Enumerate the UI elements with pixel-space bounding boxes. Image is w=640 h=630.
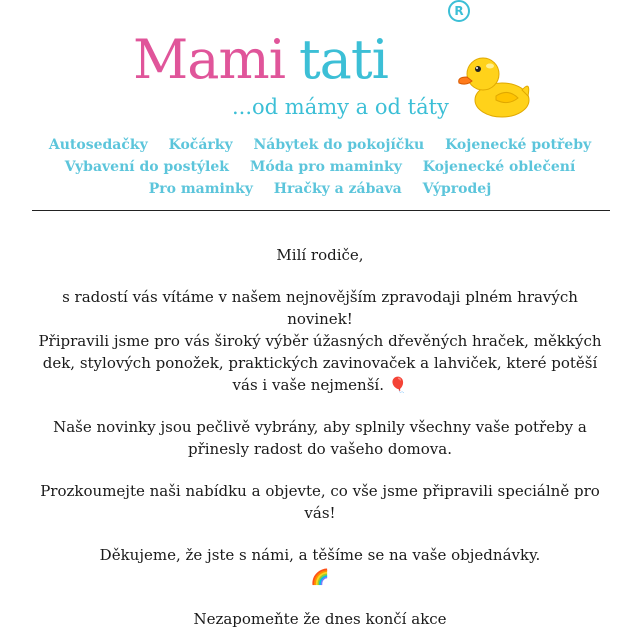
explore-paragraph: Prozkoumejte naši nabídku a objevte, co vše jsme připravili speciálně pro vás! [40, 482, 600, 522]
header [0, 0, 640, 126]
nav-link-kocarky[interactable]: Kočárky [168, 137, 233, 153]
nav-link-hracky-a-zabava[interactable]: Hračky a zábava [273, 181, 402, 197]
newsletter-body [30, 244, 610, 630]
nav-link-kojenecke-potreby[interactable]: Kojenecké potřeby [445, 137, 592, 153]
nav-row-3 [0, 178, 640, 200]
balloon-icon: 🎈 [388, 376, 408, 394]
nav-link-vybaveni-do-postylek[interactable]: Vybavení do postýlek [64, 159, 229, 175]
brand-slogan: ...od mámy a od táty [232, 95, 449, 119]
brand-logo[interactable] [133, 30, 388, 90]
registered-trademark-icon: R [448, 0, 470, 22]
header-divider [32, 210, 610, 211]
thanks-paragraph [30, 544, 610, 588]
rainbow-icon: 🌈 [310, 568, 330, 586]
nav-row-1 [0, 134, 640, 156]
nav-link-pro-maminky[interactable]: Pro maminky [148, 181, 253, 197]
brand-tati: tati [298, 28, 388, 91]
offer-text: Připravili jsme pro vás široký výběr úžasných dřevěných hraček, měkkých dek, stylových ponožek, praktických zavinovaček a lahviček, které potěší vás i vaše nejmenší. [38, 332, 602, 394]
greeting-text: Milí rodiče, [276, 246, 364, 264]
nav-link-moda-pro-maminky[interactable]: Móda pro maminky [249, 159, 402, 175]
nav-row-2 [0, 156, 640, 178]
brand-wordmark [133, 30, 388, 90]
nav-link-vyprodej[interactable]: Výprodej [422, 181, 492, 197]
nav-link-kojenecke-obleceni[interactable]: Kojenecké oblečení [422, 159, 576, 175]
rubber-duck-icon [456, 50, 532, 122]
thanks-text: Děkujeme, že jste s námi, a těšíme se na vaše objednávky. [99, 546, 541, 564]
category-navigation [0, 134, 640, 200]
selection-paragraph: Naše novinky jsou pečlivě vybrány, aby splnily všechny vaše potřeby a přinesly radost do vašeho domova. [53, 418, 587, 458]
nav-link-autosedacky[interactable]: Autosedačky [48, 137, 148, 153]
brand-mami: Mami [133, 28, 285, 91]
reminder-paragraph: Nezapomeňte že dnes končí akce [193, 610, 447, 628]
nav-link-nabytek-do-pokojicku[interactable]: Nábytek do pokojíčku [253, 137, 425, 153]
offer-paragraph [30, 330, 610, 396]
intro-paragraph: s radostí vás vítáme v našem nejnovějším zpravodaji plném hravých novinek! [62, 288, 578, 328]
